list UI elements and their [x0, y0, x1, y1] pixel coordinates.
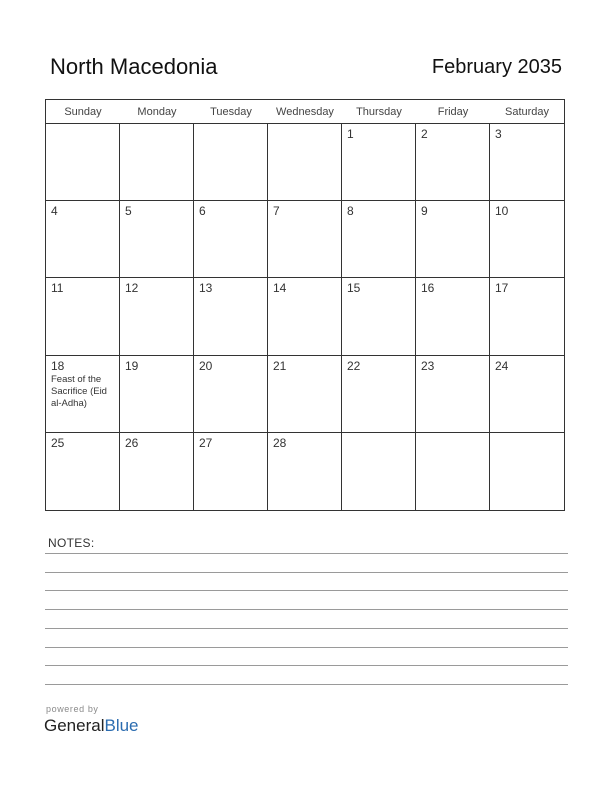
- day-cell: [268, 433, 342, 510]
- day-number: 18: [51, 358, 65, 373]
- calendar-grid: [45, 99, 565, 511]
- day-cell: [268, 124, 342, 201]
- day-cell: [416, 278, 490, 355]
- day-cell: [490, 124, 564, 201]
- day-number: 14: [273, 281, 287, 296]
- weekday-header: Saturday: [490, 100, 564, 124]
- day-cell: [194, 278, 268, 355]
- powered-by-text: powered by: [46, 704, 99, 714]
- logo-blue: Blue: [104, 716, 139, 735]
- weekday-header: Thursday: [342, 100, 416, 124]
- day-cell: [120, 124, 194, 201]
- day-number: 25: [51, 435, 65, 450]
- day-cell: [490, 278, 564, 355]
- day-cell: [46, 201, 120, 278]
- day-number: 24: [495, 358, 509, 373]
- weekday-header: Friday: [416, 100, 490, 124]
- day-number: 8: [347, 204, 354, 219]
- day-cell: [120, 433, 194, 510]
- notes-line: [45, 572, 568, 573]
- holiday-label: Feast of the Sacrifice (Eid al-Adha): [51, 373, 107, 409]
- notes-line: [45, 665, 568, 666]
- day-cell: [490, 356, 564, 433]
- day-number: 11: [51, 281, 64, 296]
- day-number: 5: [125, 204, 132, 219]
- day-cell: [46, 278, 120, 355]
- notes-label: NOTES:: [48, 536, 95, 550]
- weekday-header: Wednesday: [268, 100, 342, 124]
- day-number: 19: [125, 358, 139, 373]
- day-cell: [194, 124, 268, 201]
- day-cell: [416, 356, 490, 433]
- day-number: 4: [51, 204, 58, 219]
- notes-line: [45, 609, 568, 610]
- day-cell: [342, 201, 416, 278]
- day-cell: [416, 124, 490, 201]
- day-number: 28: [273, 435, 287, 450]
- day-cell: [194, 201, 268, 278]
- day-number: 6: [199, 204, 206, 219]
- day-number: 12: [125, 281, 139, 296]
- weekday-header: Monday: [120, 100, 194, 124]
- day-cell: [490, 433, 564, 510]
- day-cell: [416, 433, 490, 510]
- day-number: 2: [421, 127, 428, 141]
- weekday-header: Sunday: [46, 100, 120, 124]
- generalblue-logo: [44, 716, 139, 736]
- day-cell: [194, 356, 268, 433]
- notes-line: [45, 628, 568, 629]
- day-cell: [120, 278, 194, 355]
- notes-line: [45, 553, 568, 554]
- day-cell: [342, 124, 416, 201]
- day-cell: [342, 433, 416, 510]
- notes-line: [45, 647, 568, 648]
- day-cell: [46, 124, 120, 201]
- day-cell: [194, 433, 268, 510]
- day-number: 27: [199, 435, 213, 450]
- day-number: 20: [199, 358, 213, 373]
- notes-line: [45, 684, 568, 685]
- country-title: North Macedonia: [50, 54, 218, 79]
- day-cell: [342, 278, 416, 355]
- day-cell: [120, 356, 194, 433]
- weekday-header: Tuesday: [194, 100, 268, 124]
- day-number: 10: [495, 204, 509, 219]
- notes-line: [45, 590, 568, 591]
- day-cell: [268, 356, 342, 433]
- day-number: 26: [125, 435, 139, 450]
- day-cell: [268, 278, 342, 355]
- day-cell: [120, 201, 194, 278]
- day-cell: [490, 201, 564, 278]
- logo-general: General: [44, 716, 105, 735]
- day-number: 16: [421, 281, 435, 296]
- day-number: 7: [273, 204, 280, 219]
- month-year-title: February 2035: [431, 56, 562, 78]
- day-number: 13: [199, 281, 213, 296]
- day-number: 23: [421, 358, 435, 373]
- day-number: 1: [347, 127, 354, 141]
- day-number: 17: [495, 281, 509, 296]
- day-number: 22: [347, 358, 361, 373]
- day-cell: [46, 356, 120, 433]
- day-number: 3: [495, 127, 502, 141]
- day-number: 21: [273, 358, 287, 373]
- day-number: 9: [421, 204, 428, 219]
- day-cell: [342, 356, 416, 433]
- day-cell: [416, 201, 490, 278]
- day-number: 15: [347, 281, 361, 296]
- day-cell: [268, 201, 342, 278]
- day-cell: [46, 433, 120, 510]
